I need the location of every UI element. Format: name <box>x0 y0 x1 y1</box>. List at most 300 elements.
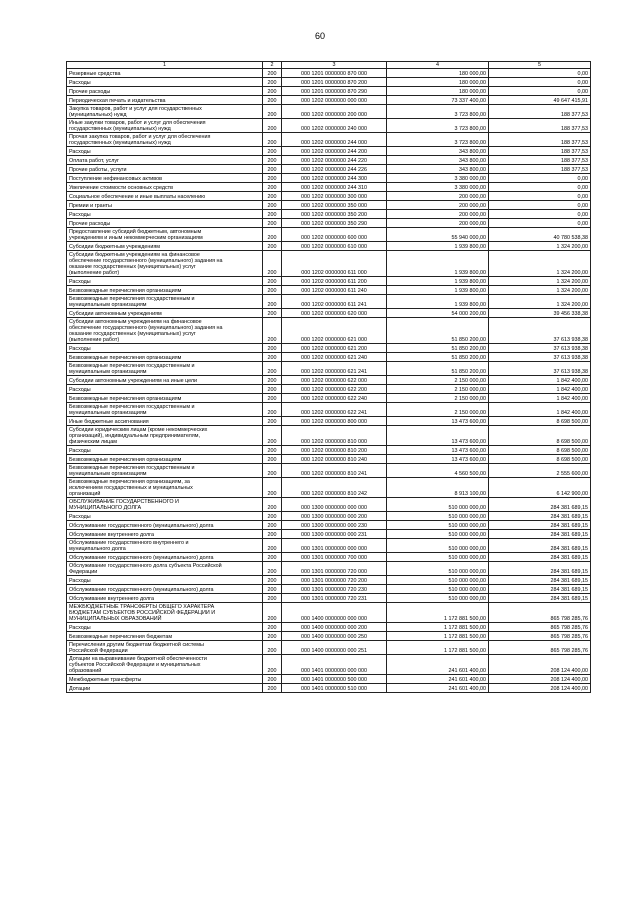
row-line-code: 200 <box>263 353 282 362</box>
table-row <box>67 119 591 133</box>
row-executed-amount: 1 842 400,00 <box>489 403 591 417</box>
row-description: Иные закупки товаров, работ и услуг для обеспечения государственных (муниципальных) нужд <box>67 119 263 133</box>
table-row <box>67 201 591 210</box>
row-executed-amount: 8 698 500,00 <box>489 426 591 446</box>
row-budget-code: 000 1202 0000000 611 000 <box>282 251 387 277</box>
row-description: Безвозмездные перечисления государственным и муниципальным организациям <box>67 464 263 478</box>
row-line-code: 200 <box>263 478 282 498</box>
row-line-code: 200 <box>263 426 282 446</box>
row-budget-code: 000 1202 0000000 000 000 <box>282 96 387 105</box>
row-budget-code: 000 1300 0000000 000 000 <box>282 498 387 512</box>
row-budget-code: 000 1202 0000000 621 000 <box>282 318 387 344</box>
table-row <box>67 539 591 553</box>
row-description: Обслуживание государственного (муниципального) долга <box>67 585 263 594</box>
row-line-code: 200 <box>263 394 282 403</box>
row-line-code: 200 <box>263 344 282 353</box>
row-description: Обслуживание внутреннего долга <box>67 530 263 539</box>
row-budget-code: 000 1401 0000000 510 000 <box>282 684 387 693</box>
table-row <box>67 512 591 521</box>
row-budget-code: 000 1202 0000000 244 220 <box>282 156 387 165</box>
table-row <box>67 498 591 512</box>
table-row <box>67 219 591 228</box>
row-line-code: 200 <box>263 562 282 576</box>
row-executed-amount: 0,00 <box>489 210 591 219</box>
row-description: Безвозмездные перечисления бюджетам <box>67 632 263 641</box>
table-row <box>67 684 591 693</box>
table-row <box>67 455 591 464</box>
row-executed-amount: 1 842 400,00 <box>489 394 591 403</box>
table-row <box>67 156 591 165</box>
row-budget-code: 000 1202 0000000 600 000 <box>282 228 387 242</box>
row-description: Резервные средства <box>67 69 263 78</box>
row-line-code: 200 <box>263 201 282 210</box>
row-line-code: 200 <box>263 417 282 426</box>
row-budget-code: 000 1202 0000000 350 200 <box>282 210 387 219</box>
row-approved-amount: 55 940 000,00 <box>387 228 489 242</box>
row-executed-amount: 284 381 689,15 <box>489 594 591 603</box>
table-row <box>67 403 591 417</box>
row-description: Расходы <box>67 277 263 286</box>
row-line-code: 200 <box>263 530 282 539</box>
table-row <box>67 251 591 277</box>
table-row <box>67 344 591 353</box>
row-budget-code: 000 1301 0000000 720 230 <box>282 585 387 594</box>
row-budget-code: 000 1202 0000000 810 240 <box>282 455 387 464</box>
table-row <box>67 210 591 219</box>
row-approved-amount: 51 850 200,00 <box>387 318 489 344</box>
row-budget-code: 000 1201 0000000 870 290 <box>282 87 387 96</box>
table-row <box>67 318 591 344</box>
row-line-code: 200 <box>263 403 282 417</box>
table-row <box>67 309 591 318</box>
row-approved-amount: 3 723 800,00 <box>387 119 489 133</box>
table-row <box>67 228 591 242</box>
row-description: Безвозмездные перечисления государственным и муниципальным организациям <box>67 403 263 417</box>
row-line-code: 200 <box>263 376 282 385</box>
row-description: Расходы <box>67 210 263 219</box>
row-budget-code: 000 1301 0000000 720 000 <box>282 562 387 576</box>
row-approved-amount: 2 150 000,00 <box>387 394 489 403</box>
table-row <box>67 417 591 426</box>
table-row <box>67 426 591 446</box>
row-line-code: 200 <box>263 594 282 603</box>
table-row <box>67 96 591 105</box>
column-header: 5 <box>489 62 591 69</box>
row-budget-code: 000 1202 0000000 622 000 <box>282 376 387 385</box>
row-description: Премии и гранты <box>67 201 263 210</box>
row-line-code: 200 <box>263 96 282 105</box>
column-header: 2 <box>263 62 282 69</box>
row-executed-amount: 49 647 415,91 <box>489 96 591 105</box>
row-line-code: 200 <box>263 553 282 562</box>
row-budget-code: 000 1202 0000000 810 000 <box>282 426 387 446</box>
row-executed-amount: 1 324 200,00 <box>489 277 591 286</box>
row-description: Безвозмездные перечисления организациям <box>67 455 263 464</box>
table-row <box>67 295 591 309</box>
row-approved-amount: 4 560 500,00 <box>387 464 489 478</box>
table-row <box>67 446 591 455</box>
table-row <box>67 277 591 286</box>
table-row <box>67 286 591 295</box>
row-description: Иные бюджетные ассигнования <box>67 417 263 426</box>
row-budget-code: 000 1400 0000000 000 000 <box>282 603 387 623</box>
row-executed-amount: 37 613 938,38 <box>489 353 591 362</box>
row-budget-code: 000 1400 0000000 000 250 <box>282 632 387 641</box>
table-row <box>67 530 591 539</box>
row-line-code: 200 <box>263 464 282 478</box>
row-executed-amount: 865 798 285,76 <box>489 632 591 641</box>
row-executed-amount: 0,00 <box>489 219 591 228</box>
row-description: Обслуживание государственного (муниципального) долга <box>67 521 263 530</box>
row-approved-amount: 1 939 800,00 <box>387 251 489 277</box>
row-description: Обслуживание государственного (муниципального) долга <box>67 553 263 562</box>
row-approved-amount: 510 000 000,00 <box>387 585 489 594</box>
row-approved-amount: 180 000,00 <box>387 78 489 87</box>
table-row <box>67 192 591 201</box>
table-row <box>67 632 591 641</box>
row-executed-amount: 0,00 <box>489 78 591 87</box>
row-executed-amount: 188 377,53 <box>489 119 591 133</box>
row-budget-code: 000 1202 0000000 622 240 <box>282 394 387 403</box>
row-line-code: 200 <box>263 183 282 192</box>
row-line-code: 200 <box>263 210 282 219</box>
row-executed-amount: 188 377,53 <box>489 156 591 165</box>
row-executed-amount: 865 798 285,76 <box>489 641 591 655</box>
table-row <box>67 105 591 119</box>
table-header <box>67 62 591 69</box>
row-description: Дотации <box>67 684 263 693</box>
table-row <box>67 394 591 403</box>
row-description: Безвозмездные перечисления организациям, за исключением государственных и муниципальных организаций <box>67 478 263 498</box>
row-budget-code: 000 1202 0000000 620 000 <box>282 309 387 318</box>
table-row <box>67 353 591 362</box>
row-budget-code: 000 1202 0000000 240 000 <box>282 119 387 133</box>
row-budget-code: 000 1202 0000000 244 310 <box>282 183 387 192</box>
row-line-code: 200 <box>263 174 282 183</box>
row-budget-code: 000 1400 0000000 000 251 <box>282 641 387 655</box>
row-description: Дотации на выравнивание бюджетной обеспеченности субъектов Российской Федерации и муниципальных образований <box>67 655 263 675</box>
row-budget-code: 000 1401 0000000 000 000 <box>282 655 387 675</box>
row-budget-code: 000 1301 0000000 720 231 <box>282 594 387 603</box>
row-line-code: 200 <box>263 603 282 623</box>
row-budget-code: 000 1202 0000000 810 242 <box>282 478 387 498</box>
row-description: Субсидии автономным учреждениям <box>67 309 263 318</box>
table-row <box>67 576 591 585</box>
table-row <box>67 464 591 478</box>
row-line-code: 200 <box>263 251 282 277</box>
row-approved-amount: 1 172 881 500,00 <box>387 603 489 623</box>
row-approved-amount: 180 000,00 <box>387 87 489 96</box>
table-row <box>67 174 591 183</box>
table-row <box>67 594 591 603</box>
row-budget-code: 000 1301 0000000 720 200 <box>282 576 387 585</box>
row-budget-code: 000 1201 0000000 870 000 <box>282 69 387 78</box>
row-executed-amount: 1 324 200,00 <box>489 286 591 295</box>
row-line-code: 200 <box>263 655 282 675</box>
row-executed-amount: 284 381 689,15 <box>489 562 591 576</box>
row-approved-amount: 510 000 000,00 <box>387 562 489 576</box>
row-line-code: 200 <box>263 78 282 87</box>
row-line-code: 200 <box>263 119 282 133</box>
row-budget-code: 000 1401 0000000 500 000 <box>282 675 387 684</box>
row-approved-amount: 3 723 800,00 <box>387 133 489 147</box>
row-description: Безвозмездные перечисления организациям <box>67 394 263 403</box>
row-approved-amount: 54 000 200,00 <box>387 309 489 318</box>
row-approved-amount: 13 473 600,00 <box>387 426 489 446</box>
row-description: Расходы <box>67 147 263 156</box>
row-executed-amount: 284 381 689,15 <box>489 576 591 585</box>
row-description: Периодическая печать и издательства <box>67 96 263 105</box>
row-description: Обслуживание государственного внутреннего и муниципального долга <box>67 539 263 553</box>
row-description: Субсидии автономным учреждениям на иные цели <box>67 376 263 385</box>
row-executed-amount: 37 613 938,38 <box>489 318 591 344</box>
row-line-code: 200 <box>263 165 282 174</box>
row-budget-code: 000 1202 0000000 611 241 <box>282 295 387 309</box>
row-line-code: 200 <box>263 147 282 156</box>
table-row <box>67 242 591 251</box>
row-line-code: 200 <box>263 576 282 585</box>
row-approved-amount: 241 601 400,00 <box>387 675 489 684</box>
row-executed-amount: 865 798 285,76 <box>489 623 591 632</box>
row-executed-amount: 0,00 <box>489 183 591 192</box>
row-description: Закупка товаров, работ и услуг для государственных (муниципальных) нужд <box>67 105 263 119</box>
table-row <box>67 675 591 684</box>
row-description: Обслуживание внутреннего долга <box>67 594 263 603</box>
row-approved-amount: 510 000 000,00 <box>387 576 489 585</box>
row-line-code: 200 <box>263 286 282 295</box>
row-executed-amount: 284 381 689,15 <box>489 530 591 539</box>
column-header: 1 <box>67 62 263 69</box>
row-approved-amount: 3 380 000,00 <box>387 174 489 183</box>
row-approved-amount: 8 913 100,00 <box>387 478 489 498</box>
row-approved-amount: 241 601 400,00 <box>387 684 489 693</box>
row-description: Социальное обеспечение и иные выплаты населению <box>67 192 263 201</box>
row-budget-code: 000 1202 0000000 244 300 <box>282 174 387 183</box>
table-row <box>67 655 591 675</box>
row-executed-amount: 188 377,53 <box>489 147 591 156</box>
row-executed-amount: 40 780 538,38 <box>489 228 591 242</box>
row-approved-amount: 1 172 881 500,00 <box>387 623 489 632</box>
row-line-code: 200 <box>263 675 282 684</box>
row-line-code: 200 <box>263 512 282 521</box>
row-executed-amount: 0,00 <box>489 87 591 96</box>
table-row <box>67 521 591 530</box>
row-line-code: 200 <box>263 539 282 553</box>
row-line-code: 200 <box>263 156 282 165</box>
table-row <box>67 623 591 632</box>
row-description: Поступление нефинансовых активов <box>67 174 263 183</box>
row-description: Перечисления другим бюджетам бюджетной системы Российской Федерации <box>67 641 263 655</box>
row-line-code: 200 <box>263 641 282 655</box>
row-budget-code: 000 1202 0000000 244 000 <box>282 133 387 147</box>
row-line-code: 200 <box>263 242 282 251</box>
row-budget-code: 000 1202 0000000 244 200 <box>282 147 387 156</box>
row-approved-amount: 343 800,00 <box>387 156 489 165</box>
row-approved-amount: 73 337 400,00 <box>387 96 489 105</box>
row-executed-amount: 284 381 689,15 <box>489 539 591 553</box>
row-budget-code: 000 1201 0000000 870 200 <box>282 78 387 87</box>
row-executed-amount: 188 377,53 <box>489 133 591 147</box>
row-description: Оплата работ, услуг <box>67 156 263 165</box>
row-description: Расходы <box>67 344 263 353</box>
row-line-code: 200 <box>263 309 282 318</box>
row-executed-amount: 865 798 285,76 <box>489 603 591 623</box>
row-line-code: 200 <box>263 446 282 455</box>
row-approved-amount: 200 000,00 <box>387 210 489 219</box>
row-approved-amount: 510 000 000,00 <box>387 594 489 603</box>
row-executed-amount: 208 124 400,00 <box>489 675 591 684</box>
row-description: Предоставление субсидий бюджетным, автономным учреждениям и иным некоммерческим организациям <box>67 228 263 242</box>
row-approved-amount: 1 939 800,00 <box>387 242 489 251</box>
row-line-code: 200 <box>263 295 282 309</box>
table-row <box>67 69 591 78</box>
row-approved-amount: 3 723 800,00 <box>387 105 489 119</box>
row-line-code: 200 <box>263 219 282 228</box>
table-row <box>67 562 591 576</box>
row-line-code: 200 <box>263 385 282 394</box>
row-approved-amount: 1 172 881 500,00 <box>387 632 489 641</box>
row-executed-amount: 8 698 500,00 <box>489 417 591 426</box>
row-approved-amount: 51 850 200,00 <box>387 344 489 353</box>
row-line-code: 200 <box>263 318 282 344</box>
row-executed-amount: 208 124 400,00 <box>489 655 591 675</box>
row-description: Расходы <box>67 623 263 632</box>
table-body <box>67 69 591 693</box>
row-budget-code: 000 1300 0000000 000 200 <box>282 512 387 521</box>
table-row <box>67 165 591 174</box>
table-row <box>67 603 591 623</box>
row-budget-code: 000 1202 0000000 621 241 <box>282 362 387 376</box>
row-executed-amount: 284 381 689,15 <box>489 498 591 512</box>
row-budget-code: 000 1202 0000000 610 000 <box>282 242 387 251</box>
row-description: Межбюджетные трансферты <box>67 675 263 684</box>
row-approved-amount: 200 000,00 <box>387 219 489 228</box>
table-row <box>67 78 591 87</box>
row-executed-amount: 188 377,53 <box>489 165 591 174</box>
row-approved-amount: 2 150 000,00 <box>387 385 489 394</box>
row-approved-amount: 2 150 000,00 <box>387 403 489 417</box>
row-line-code: 200 <box>263 105 282 119</box>
row-description: Прочая закупка товаров, работ и услуг для обеспечения государственных (муниципальных) нужд <box>67 133 263 147</box>
row-approved-amount: 1 939 800,00 <box>387 286 489 295</box>
table-row <box>67 385 591 394</box>
row-budget-code: 000 1400 0000000 000 200 <box>282 623 387 632</box>
row-executed-amount: 8 698 500,00 <box>489 446 591 455</box>
row-budget-code: 000 1202 0000000 810 241 <box>282 464 387 478</box>
row-budget-code: 000 1202 0000000 611 240 <box>282 286 387 295</box>
row-description: Расходы <box>67 576 263 585</box>
row-line-code: 200 <box>263 455 282 464</box>
row-approved-amount: 3 380 000,00 <box>387 183 489 192</box>
row-description: Субсидии юридическим лицам (кроме некоммерческих организаций), индивидуальным предпринимателям, физическим лицам <box>67 426 263 446</box>
row-approved-amount: 510 000 000,00 <box>387 553 489 562</box>
row-budget-code: 000 1202 0000000 300 000 <box>282 192 387 201</box>
row-line-code: 200 <box>263 632 282 641</box>
row-description: Безвозмездные перечисления государственным и муниципальным организациям <box>67 362 263 376</box>
row-approved-amount: 1 172 881 500,00 <box>387 641 489 655</box>
page-number: 60 <box>314 31 325 41</box>
row-budget-code: 000 1202 0000000 800 000 <box>282 417 387 426</box>
row-approved-amount: 180 000,00 <box>387 69 489 78</box>
row-executed-amount: 37 613 938,38 <box>489 344 591 353</box>
row-approved-amount: 510 000 000,00 <box>387 498 489 512</box>
table-row <box>67 133 591 147</box>
row-budget-code: 000 1202 0000000 244 226 <box>282 165 387 174</box>
table-row <box>67 147 591 156</box>
row-description: Увеличение стоимости основных средств <box>67 183 263 192</box>
row-executed-amount: 2 555 600,00 <box>489 464 591 478</box>
row-line-code: 200 <box>263 192 282 201</box>
row-budget-code: 000 1202 0000000 622 200 <box>282 385 387 394</box>
row-executed-amount: 1 324 200,00 <box>489 251 591 277</box>
row-line-code: 200 <box>263 228 282 242</box>
row-budget-code: 000 1202 0000000 350 290 <box>282 219 387 228</box>
column-header: 3 <box>282 62 387 69</box>
row-executed-amount: 0,00 <box>489 201 591 210</box>
row-line-code: 200 <box>263 521 282 530</box>
row-budget-code: 000 1202 0000000 810 200 <box>282 446 387 455</box>
row-executed-amount: 37 613 938,38 <box>489 362 591 376</box>
row-approved-amount: 51 850 200,00 <box>387 362 489 376</box>
row-description: Субсидии бюджетным учреждениям на финансовое обеспечение государственного (муниципального) задания на оказание государственных (муниципальных) услуг (выполнение работ) <box>67 251 263 277</box>
row-line-code: 200 <box>263 623 282 632</box>
row-budget-code: 000 1202 0000000 621 240 <box>282 353 387 362</box>
table-row <box>67 553 591 562</box>
row-budget-code: 000 1202 0000000 622 241 <box>282 403 387 417</box>
row-description: Расходы <box>67 512 263 521</box>
row-approved-amount: 13 473 600,00 <box>387 446 489 455</box>
row-line-code: 200 <box>263 69 282 78</box>
table-row <box>67 585 591 594</box>
row-approved-amount: 13 473 600,00 <box>387 455 489 464</box>
row-approved-amount: 1 939 800,00 <box>387 295 489 309</box>
row-approved-amount: 2 150 000,00 <box>387 376 489 385</box>
row-budget-code: 000 1202 0000000 621 200 <box>282 344 387 353</box>
row-line-code: 200 <box>263 87 282 96</box>
row-description: Безвозмездные перечисления организациям <box>67 286 263 295</box>
row-budget-code: 000 1202 0000000 611 200 <box>282 277 387 286</box>
row-line-code: 200 <box>263 585 282 594</box>
table-row <box>67 362 591 376</box>
row-line-code: 200 <box>263 362 282 376</box>
row-line-code: 200 <box>263 684 282 693</box>
row-description: Расходы <box>67 385 263 394</box>
row-budget-code: 000 1300 0000000 000 230 <box>282 521 387 530</box>
row-executed-amount: 0,00 <box>489 192 591 201</box>
row-description: ОБСЛУЖИВАНИЕ ГОСУДАРСТВЕННОГО И МУНИЦИПАЛЬНОГО ДОЛГА <box>67 498 263 512</box>
row-executed-amount: 0,00 <box>489 69 591 78</box>
table-row <box>67 478 591 498</box>
row-description: МЕЖБЮДЖЕТНЫЕ ТРАНСФЕРТЫ ОБЩЕГО ХАРАКТЕРА БЮДЖЕТАМ СУБЪЕКТОВ РОССИЙСКОЙ ФЕДЕРАЦИИ И МУНИЦИПАЛЬНЫХ ОБРАЗОВАНИЙ <box>67 603 263 623</box>
row-description: Безвозмездные перечисления государственным и муниципальным организациям <box>67 295 263 309</box>
row-description: Субсидии автономным учреждениям на финансовое обеспечение государственного (муниципального) задания на оказание государственных (муниципальных) услуг (выполнение работ) <box>67 318 263 344</box>
row-description: Субсидии бюджетным учреждениям <box>67 242 263 251</box>
row-executed-amount: 6 142 900,00 <box>489 478 591 498</box>
row-approved-amount: 510 000 000,00 <box>387 530 489 539</box>
row-approved-amount: 343 800,00 <box>387 165 489 174</box>
row-line-code: 200 <box>263 133 282 147</box>
row-executed-amount: 284 381 689,15 <box>489 585 591 594</box>
row-approved-amount: 343 800,00 <box>387 147 489 156</box>
row-approved-amount: 200 000,00 <box>387 201 489 210</box>
row-executed-amount: 8 698 500,00 <box>489 455 591 464</box>
row-description: Расходы <box>67 446 263 455</box>
budget-table <box>66 61 591 693</box>
row-budget-code: 000 1202 0000000 200 000 <box>282 105 387 119</box>
row-budget-code: 000 1301 0000000 000 000 <box>282 539 387 553</box>
row-executed-amount: 284 381 689,15 <box>489 521 591 530</box>
row-executed-amount: 39 456 338,38 <box>489 309 591 318</box>
